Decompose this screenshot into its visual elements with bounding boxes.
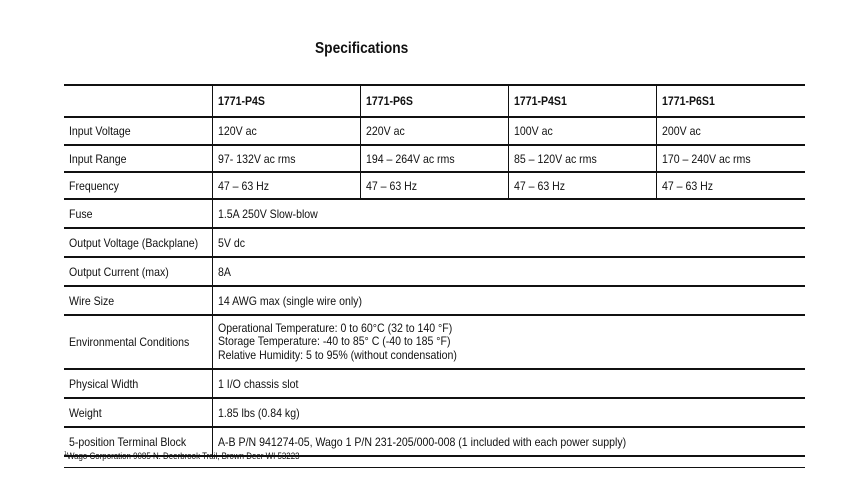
row-label-environmental: Environmental Conditions [69, 335, 190, 349]
row-label-wire-size: Wire Size [69, 293, 115, 308]
table-row [64, 398, 805, 427]
cell-value: 47 – 63 Hz [360, 172, 508, 199]
row-label-input-range: Input Range [69, 151, 127, 166]
cell-value: 220V ac [360, 117, 508, 145]
cell-value: 8A [212, 257, 805, 286]
row-label-output-voltage: Output Voltage (Backplane) [69, 235, 199, 250]
row-label-input-voltage: Input Voltage [69, 124, 131, 138]
table-row [64, 257, 805, 286]
env-line-storage: Storage Temperature: -40 to 85° C (-40 to 185 °F) [217, 334, 450, 349]
footnote-text: Wago Corporation 9085 N. Deerbrook Trail, Brown Deer WI 53223 [66, 451, 300, 461]
env-line-humidity: Relative Humidity: 5 to 95% (without condensation) [217, 347, 457, 362]
footnote-marker: 1 [64, 451, 67, 457]
table-row [64, 286, 805, 315]
cell-value: 47 – 63 Hz [212, 172, 360, 199]
table-header-row [64, 85, 805, 117]
row-label-physical-width: Physical Width [69, 376, 139, 391]
table-row [64, 315, 805, 369]
header-cell-1771-p4s1: 1771-P4S1 [508, 85, 656, 117]
cell-value: 194 – 264V ac rms [360, 145, 508, 172]
page-title: Specifications [315, 40, 409, 57]
cell-value: 97- 132V ac rms [212, 145, 360, 172]
cell-value: 170 – 240V ac rms [656, 145, 805, 172]
table-row [64, 172, 805, 199]
cell-value: 1 I/O chassis slot [212, 369, 805, 398]
table-row [64, 228, 805, 257]
row-label-terminal-block: 5-position Terminal Block [69, 434, 187, 449]
cell-value: 47 – 63 Hz [656, 172, 805, 199]
cell-value: 1.5A 250V Slow-blow [212, 199, 805, 228]
row-label-output-current: Output Current (max) [69, 264, 169, 279]
cell-value: A-B P/N 941274-05, Wago 1 P/N 231-205/000-008 (1 included with each power supply) [212, 427, 805, 456]
cell-value: 85 – 120V ac rms [508, 145, 656, 172]
footnote-divider [64, 467, 805, 468]
footnote [64, 451, 300, 461]
header-cell-1771-p4s: 1771-P4S [212, 85, 360, 117]
row-label-frequency: Frequency [69, 178, 119, 193]
row-label-fuse: Fuse [69, 206, 93, 221]
table-row [64, 117, 805, 145]
header-cell-1771-p6s1: 1771-P6S1 [656, 85, 805, 117]
cell-value: 1.85 lbs (0.84 kg) [212, 398, 805, 427]
table-row [64, 369, 805, 398]
cell-value: 200V ac [656, 117, 805, 145]
cell-value: 47 – 63 Hz [508, 172, 656, 199]
row-label-weight: Weight [69, 405, 102, 420]
table-row [64, 145, 805, 172]
cell-value: 14 AWG max (single wire only) [212, 286, 805, 315]
cell-value: 5V dc [212, 228, 805, 257]
env-line-operational: Operational Temperature: 0 to 60°C (32 to 140 °F) [217, 320, 452, 335]
cell-value-environmental [212, 315, 805, 369]
cell-value: 120V ac [212, 117, 360, 145]
table-row [64, 199, 805, 228]
specifications-table [64, 84, 805, 457]
header-cell-empty [64, 85, 212, 117]
header-cell-1771-p6s: 1771-P6S [360, 85, 508, 117]
cell-value: 100V ac [508, 117, 656, 145]
